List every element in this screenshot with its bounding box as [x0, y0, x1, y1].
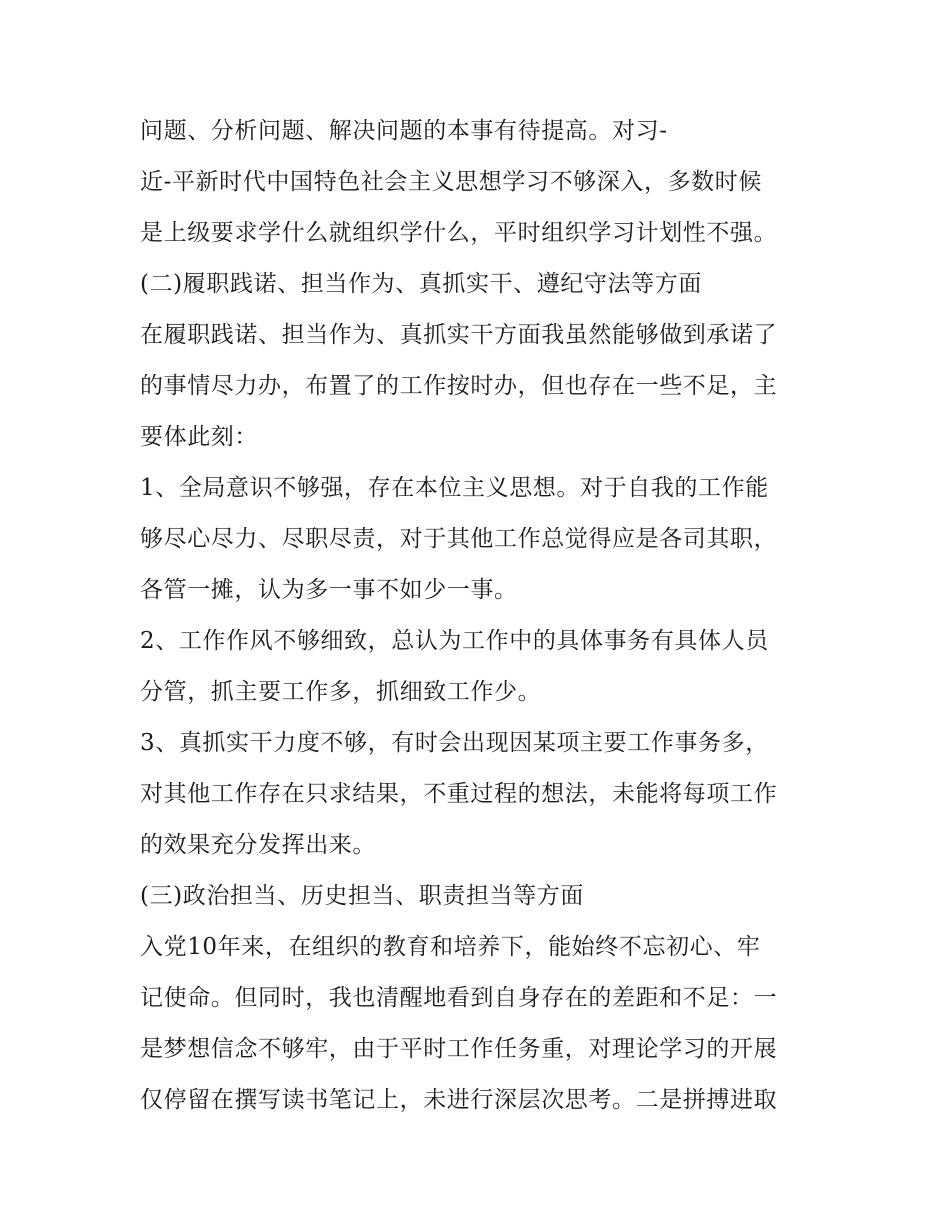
text-line: 的效果充分发挥出来。 [140, 832, 376, 858]
text-line: 要体此刻： [140, 424, 258, 450]
text-line: 是梦想信念不够牢，由于平时工作任务重，对理论学习的开展 [140, 1036, 778, 1062]
section-heading: (三)政治担当、历史担当、职责担当等方面 [140, 883, 584, 909]
text-line: 近-平新时代中国特色社会主义思想学习不够深入，多数时候 [140, 169, 762, 195]
section-heading: (二)履职践诺、担当作为、真抓实干、遵纪守法等方面 [140, 271, 702, 297]
list-item: 2、工作作风不够细致，总认为工作中的具体事务有具体人员 [140, 628, 769, 654]
text-line: 是上级要求学什么就组织学什么，平时组织学习计划性不强。 [140, 220, 778, 246]
text-line: 各管一摊，认为多一事不如少一事。 [140, 577, 518, 603]
text-line: 仅停留在撰写读书笔记上，未进行深层次思考。二是拼搏进取 [140, 1087, 778, 1113]
list-item: 3、真抓实干力度不够，有时会出现因某项主要工作事务多， [140, 730, 769, 756]
list-item: 1、全局意识不够强，存在本位主义思想。对于自我的工作能 [140, 475, 769, 501]
text-line: 够尽心尽力、尽职尽责，对于其他工作总觉得应是各司其职， [140, 526, 778, 552]
text-line: 分管，抓主要工作多，抓细致工作少。 [140, 679, 542, 705]
text-line: 问题、分析问题、解决问题的本事有待提高。对习- [140, 118, 668, 144]
text-line: 的事情尽力办，布置了的工作按时办，但也存在一些不足，主 [140, 373, 778, 399]
body-text [140, 106, 820, 1126]
text-line: 入党10年来，在组织的教育和培养下，能始终不忘初心、牢 [140, 934, 761, 960]
text-line: 记使命。但同时，我也清醒地看到自身存在的差距和不足：一 [140, 985, 778, 1011]
text-line: 对其他工作存在只求结果，不重过程的想法，未能将每项工作 [140, 781, 778, 807]
text-line: 在履职践诺、担当作为、真抓实干方面我虽然能够做到承诺了 [140, 322, 778, 348]
